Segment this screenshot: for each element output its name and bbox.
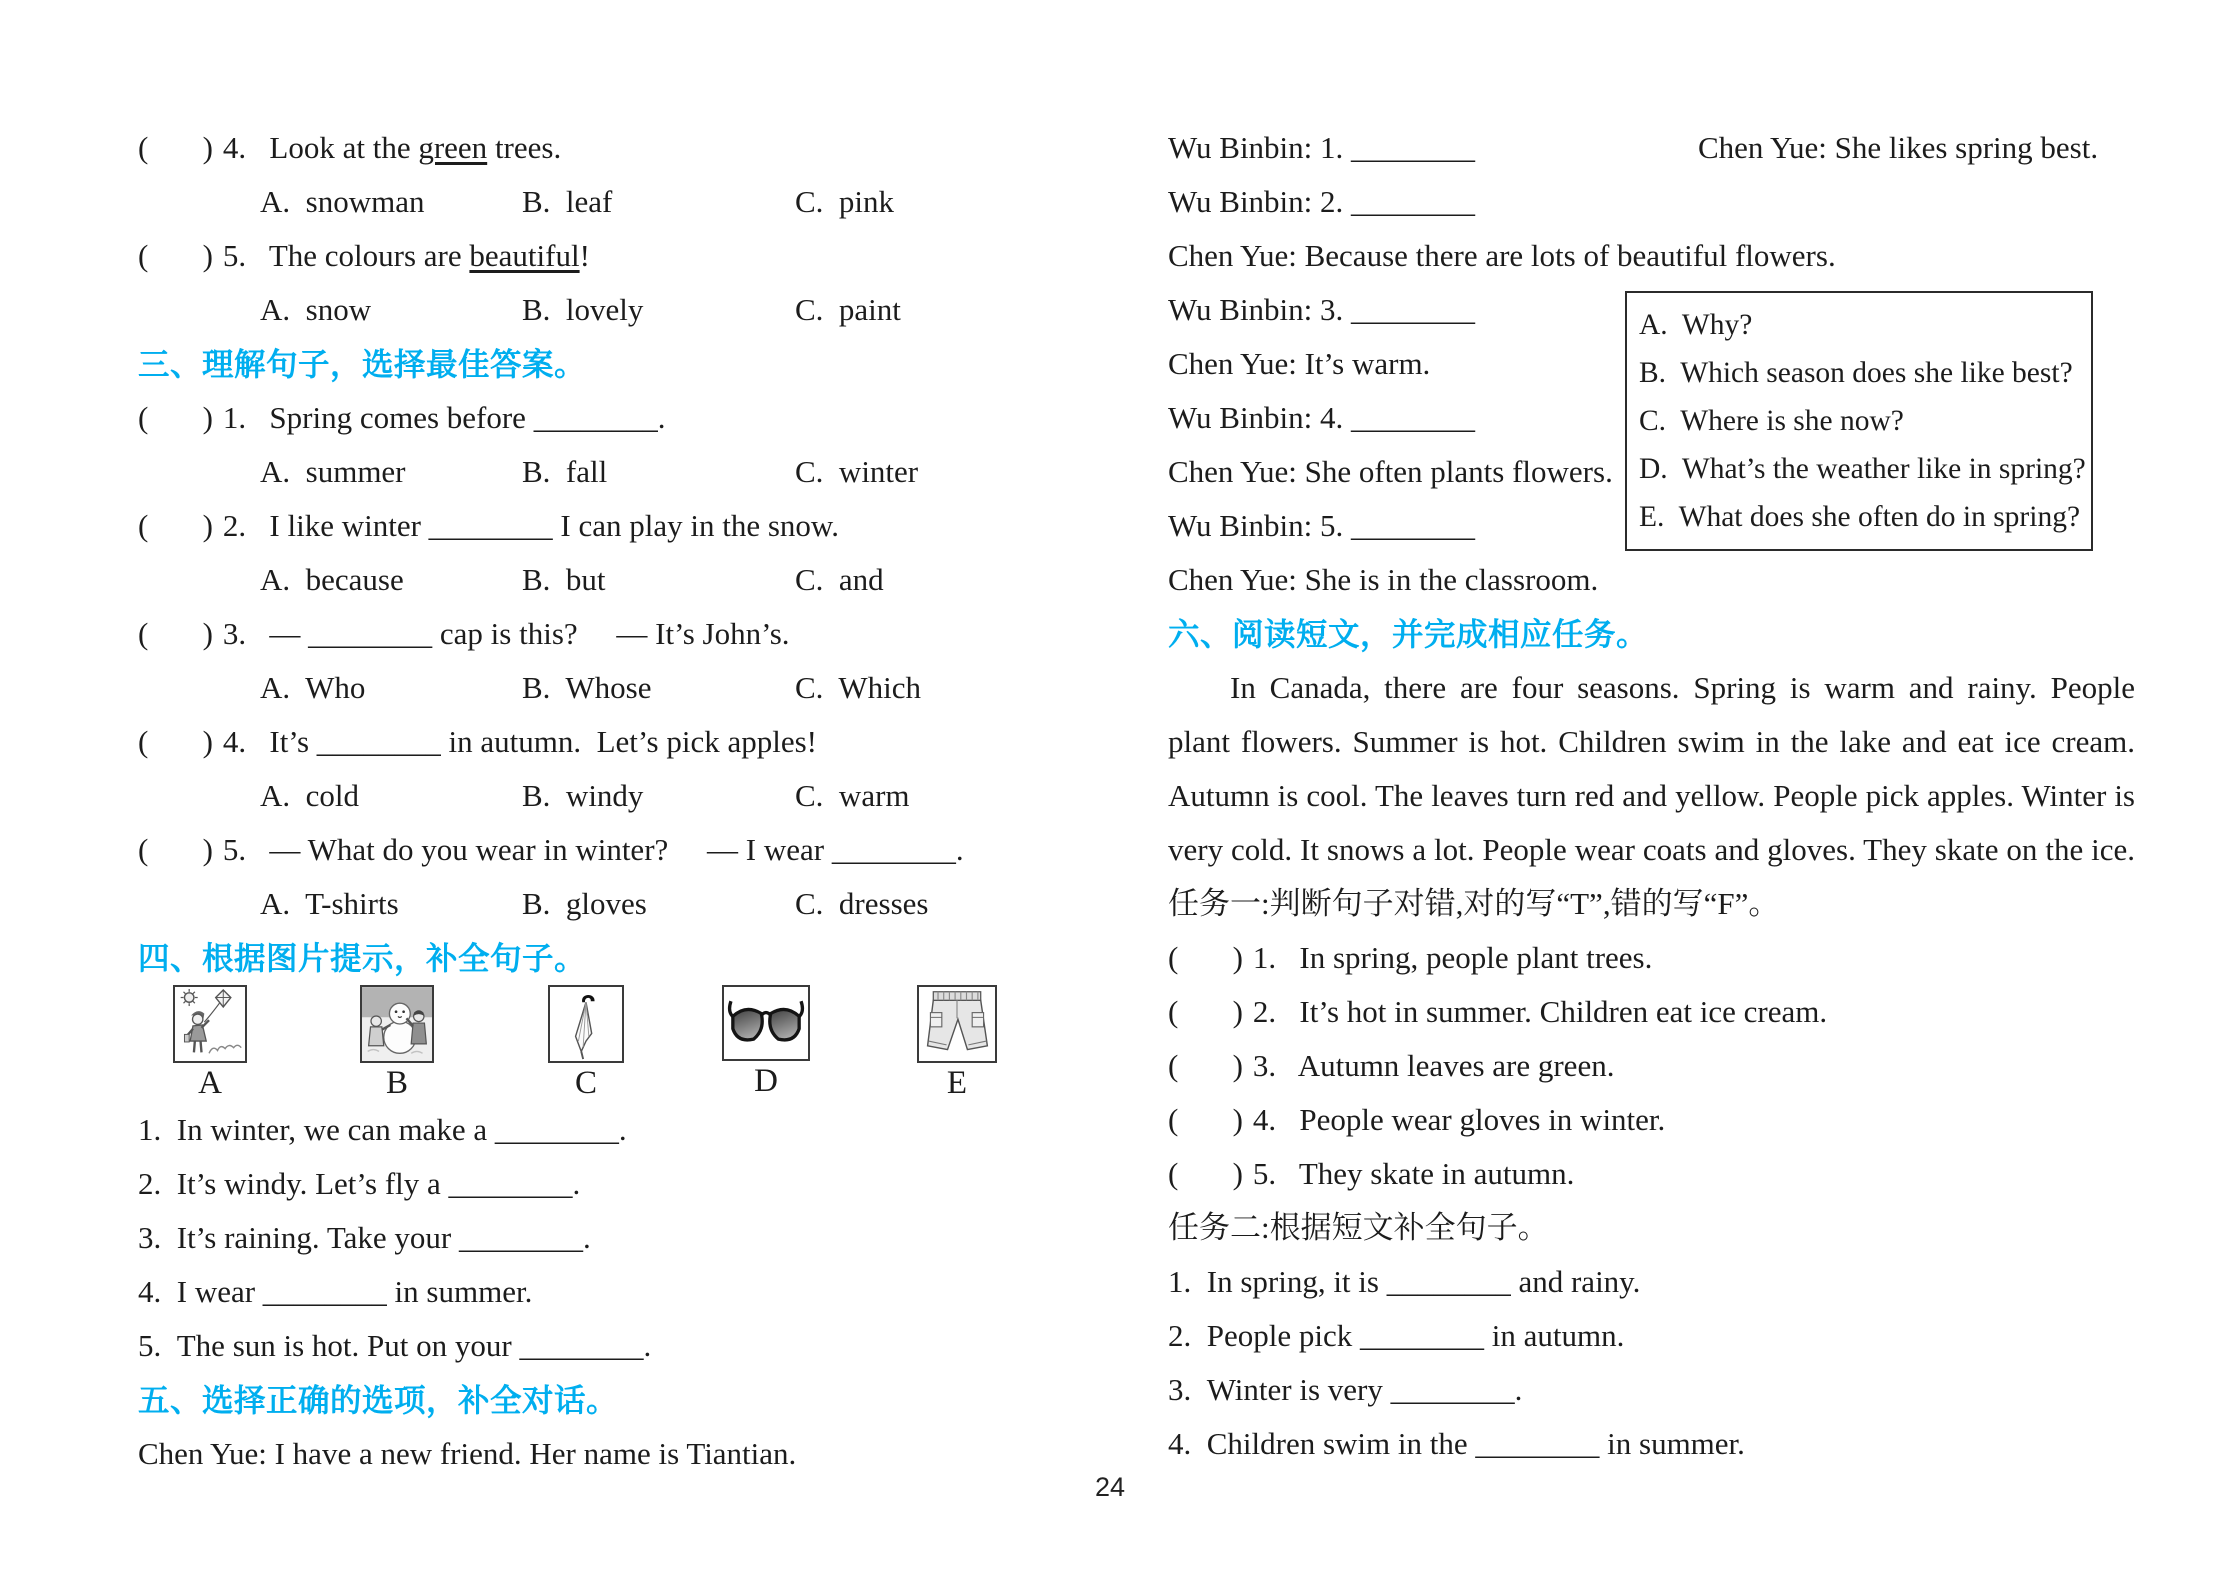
question-line: [138, 823, 1083, 877]
question-text: 2. I like winter ________ I can play in the snow.: [222, 508, 840, 543]
tf-question-line: [1168, 1147, 2135, 1201]
options-row: [138, 661, 1083, 715]
fill-sentence: 4. I wear ________ in summer.: [138, 1274, 533, 1309]
question-text: 1. Spring comes before ________.: [222, 400, 666, 435]
option-b: B. Whose: [522, 670, 652, 705]
option-c: C. paint: [795, 292, 901, 327]
answer-paren: ( ): [1168, 940, 1243, 975]
picture-d-label: D: [754, 1063, 778, 1099]
question-line: [138, 715, 1083, 769]
options-row: [138, 553, 1083, 607]
reading-passage: [1168, 661, 2135, 877]
section-3-heading: 三、理解句子，选择最佳答案。: [138, 346, 587, 382]
tf-question-line: [1168, 931, 2135, 985]
task2-instruction: 任务二:根据短文补全句子。: [1168, 1210, 1549, 1245]
umbrella-image: [548, 985, 624, 1063]
answer-paren: ( ): [138, 130, 213, 165]
section-4-heading: 四、根据图片提示，补全句子。: [138, 940, 587, 976]
picture-b-snowman: [360, 985, 434, 1100]
picture-c-umbrella: [548, 985, 624, 1100]
kite-image: [173, 985, 247, 1063]
option-a: A. snowman: [260, 184, 425, 219]
picture-e-shorts: [917, 985, 997, 1100]
options-row: [138, 877, 1083, 931]
task1-instruction: 任务一:判断句子对错,对的写“T”,错的写“F”。: [1168, 886, 1780, 921]
option-b: B. lovely: [522, 292, 644, 327]
tf-text: 5. They skate in autumn.: [1252, 1156, 1575, 1191]
dialog-line: Wu Binbin: 3. ________: [1168, 292, 1476, 327]
section-5-heading: 五、选择正确的选项，补全对话。: [138, 1382, 619, 1418]
option-a: A. Who: [260, 670, 366, 705]
question-text: 3. — ________ cap is this? — It’s John’s.: [222, 616, 790, 651]
options-row: [138, 445, 1083, 499]
option-a: A. snow: [260, 292, 372, 327]
fill-sentence: 2. People pick ________ in autumn.: [1168, 1318, 1625, 1353]
tf-question-line: [1168, 1093, 2135, 1147]
fill-sentence: 2. It’s windy. Let’s fly a ________.: [138, 1166, 581, 1201]
picture-a-kite: [173, 985, 247, 1100]
tf-question-line: [1168, 985, 2135, 1039]
option-c: C. dresses: [795, 886, 929, 921]
picture-row: [138, 985, 1083, 1103]
box-option-a: A. Why?: [1639, 309, 1753, 341]
picture-c-label: C: [574, 1065, 597, 1101]
question-line: [138, 229, 1083, 283]
fill-sentence: 4. Children swim in the ________ in summer.: [1168, 1426, 1745, 1461]
right-column: [1168, 121, 2135, 1471]
answer-paren: ( ): [1168, 994, 1243, 1029]
answer-paren: ( ): [138, 832, 213, 867]
dialog-line: Wu Binbin: 5. ________: [1168, 508, 1476, 543]
passage-line: In Canada, there are four seasons. Spring is warm and rainy. People: [1230, 670, 2135, 705]
tf-question-line: [1168, 1039, 2135, 1093]
answer-paren: ( ): [138, 400, 213, 435]
option-b: B. gloves: [522, 886, 647, 921]
options-row: [138, 283, 1083, 337]
option-b: B. leaf: [522, 184, 613, 219]
answer-paren: ( ): [1168, 1102, 1243, 1137]
option-c: C. winter: [795, 454, 919, 489]
option-c: C. and: [795, 562, 884, 597]
dialog-line: Chen Yue: I have a new friend. Her name is Tiantian.: [138, 1436, 797, 1471]
passage-line: plant flowers. Summer is hot. Children swim in the lake and eat ice cream.: [1168, 724, 2135, 759]
dialog-right: Chen Yue: She likes spring best.: [1698, 130, 2099, 165]
options-row: [138, 769, 1083, 823]
answer-paren: ( ): [1168, 1156, 1243, 1191]
dialog-line: Wu Binbin: 2. ________: [1168, 184, 1476, 219]
tf-text: 2. It’s hot in summer. Children eat ice cream.: [1252, 994, 1828, 1029]
left-column: [138, 121, 1083, 1481]
answer-paren: ( ): [1168, 1048, 1243, 1083]
shorts-image: [917, 985, 997, 1063]
picture-a-label: A: [198, 1065, 222, 1101]
dialog-line: Chen Yue: She is in the classroom.: [1168, 562, 1599, 597]
option-a: A. cold: [260, 778, 360, 813]
answer-paren: ( ): [138, 238, 213, 273]
page-number: 24: [1094, 1472, 1126, 1502]
passage-line: Autumn is cool. The leaves turn red and yellow. People pick apples. Winter is: [1168, 778, 2135, 813]
question-line: [138, 121, 1083, 175]
answer-paren: ( ): [138, 616, 213, 651]
answer-paren: ( ): [138, 508, 213, 543]
dialog-left: Wu Binbin: 1. ________: [1168, 130, 1476, 165]
option-b: B. fall: [522, 454, 608, 489]
box-option-d: D. What’s the weather like in spring?: [1639, 453, 2086, 485]
question-line: [138, 499, 1083, 553]
dialog-line: Wu Binbin: 4. ________: [1168, 400, 1476, 435]
dialog-line: Chen Yue: It’s warm.: [1168, 346, 1431, 381]
question-text: 5. The colours are beautiful!: [222, 238, 590, 273]
answer-paren: ( ): [138, 724, 213, 759]
box-option-c: C. Where is she now?: [1639, 405, 1904, 437]
picture-b-label: B: [385, 1065, 408, 1101]
question-text: 5. — What do you wear in winter? — I wear ________.: [222, 832, 964, 867]
dialog-line: [1168, 121, 2135, 175]
option-a: A. T-shirts: [260, 886, 399, 921]
question-line: [138, 607, 1083, 661]
fill-sentence: 3. Winter is very ________.: [1168, 1372, 1523, 1407]
section-6-heading: 六、阅读短文，并完成相应任务。: [1168, 616, 1649, 652]
sunglasses-image: [722, 985, 810, 1061]
fill-sentence: 5. The sun is hot. Put on your ________.: [138, 1328, 652, 1363]
tf-text: 1. In spring, people plant trees.: [1252, 940, 1653, 975]
box-option-e: E. What does she often do in spring?: [1639, 501, 2081, 533]
option-c: C. warm: [795, 778, 910, 813]
passage-line: very cold. It snows a lot. People wear coats and gloves. They skate on the ice.: [1168, 832, 2135, 867]
option-b: B. but: [522, 562, 606, 597]
option-c: C. pink: [795, 184, 895, 219]
dialog-line: Chen Yue: Because there are lots of beautiful flowers.: [1168, 238, 1836, 273]
option-a: A. summer: [260, 454, 406, 489]
dialog-line: Chen Yue: She often plants flowers.: [1168, 454, 1613, 489]
question-text: 4. Look at the green trees.: [222, 130, 562, 165]
dialog-options-box: [1625, 291, 2093, 551]
option-c: C. Which: [795, 670, 921, 705]
tf-text: 3. Autumn leaves are green.: [1252, 1048, 1615, 1083]
question-line: [138, 391, 1083, 445]
options-row: [138, 175, 1083, 229]
snowman-image: [360, 985, 434, 1063]
question-text: 4. It’s ________ in autumn. Let’s pick apples!: [222, 724, 817, 759]
option-a: A. because: [260, 562, 404, 597]
fill-sentence: 3. It’s raining. Take your ________.: [138, 1220, 591, 1255]
fill-sentence: 1. In winter, we can make a ________.: [138, 1112, 627, 1147]
tf-text: 4. People wear gloves in winter.: [1252, 1102, 1666, 1137]
picture-d-sunglasses: [722, 985, 810, 1098]
option-b: B. windy: [522, 778, 644, 813]
fill-sentence: 1. In spring, it is ________ and rainy.: [1168, 1264, 1641, 1299]
picture-e-label: E: [946, 1065, 968, 1101]
box-option-b: B. Which season does she like best?: [1639, 357, 2073, 389]
